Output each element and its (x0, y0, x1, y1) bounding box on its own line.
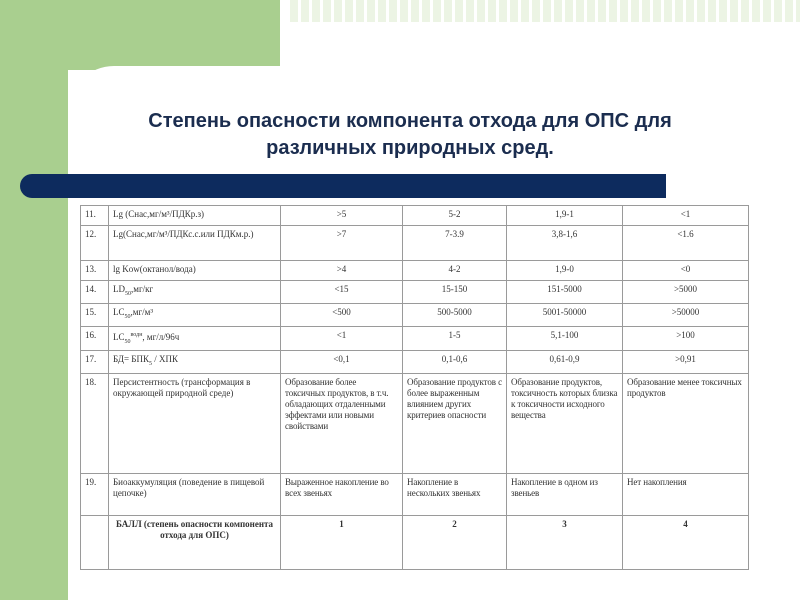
value-cell-class-4: Образование менее токсичных продуктов (623, 374, 749, 474)
row-number: 17. (81, 351, 109, 374)
table-row (81, 474, 749, 516)
parameter-unit: ,мг/м³ (130, 306, 154, 317)
value-cell-class-1: >7 (281, 226, 403, 261)
parameter-text: LC (113, 331, 125, 342)
value-cell-class-1: >4 (281, 261, 403, 281)
row-number: 15. (81, 303, 109, 326)
background-green-left (0, 0, 68, 600)
table-row (81, 261, 749, 281)
row-number: 14. (81, 281, 109, 304)
value-cell-class-3: Накопление в одном из звеньев (507, 474, 623, 516)
value-cell-class-2: 1-5 (403, 326, 507, 351)
table-row (81, 206, 749, 226)
parameter-superscript: водн (130, 331, 143, 338)
value-cell-class-1: <15 (281, 281, 403, 304)
row-number: 19. (81, 474, 109, 516)
value-cell-class-1: <0,1 (281, 351, 403, 374)
value-cell-class-3: 3,8-1,6 (507, 226, 623, 261)
parameter-unit: / ХПК (151, 354, 178, 365)
value-cell-class-4: >100 (623, 326, 749, 351)
parameter-text: LC (113, 306, 125, 317)
table-row (81, 351, 749, 374)
hazard-criteria-table (80, 205, 749, 570)
value-cell-class-3: 1,9-0 (507, 261, 623, 281)
score-value-2: 2 (403, 516, 507, 570)
row-number: 16. (81, 326, 109, 351)
value-cell-class-2: 500-5000 (403, 303, 507, 326)
value-cell-class-4: >5000 (623, 281, 749, 304)
value-cell-class-2: Накопление в нескольких звеньях (403, 474, 507, 516)
parameter-cell: Персистентность (трансформация в окружающей природной среде) (109, 374, 281, 474)
value-cell-class-2: 15-150 (403, 281, 507, 304)
parameter-cell (109, 303, 281, 326)
table-row (81, 303, 749, 326)
value-cell-class-1: Образование более токсичных продуктов, в т.ч. обладающих отдаленными эффектами или новыми свойствами (281, 374, 403, 474)
value-cell-class-3: 5,1-100 (507, 326, 623, 351)
value-cell-class-4: Нет накопления (623, 474, 749, 516)
value-cell-class-3: 1,9-1 (507, 206, 623, 226)
parameter-subscript: 50 (124, 338, 131, 345)
value-cell-class-2: 0,1-0,6 (403, 351, 507, 374)
value-cell-class-1: <1 (281, 326, 403, 351)
table-row (81, 326, 749, 351)
value-cell-class-1: Выраженное накопление во всех звеньях (281, 474, 403, 516)
value-cell-class-4: >50000 (623, 303, 749, 326)
score-row-number (81, 516, 109, 570)
score-value-3: 3 (507, 516, 623, 570)
parameter-cell: Lg (Снас,мг/м³/ПДКр.з) (109, 206, 281, 226)
parameter-text: LD (113, 284, 125, 294)
table-row (81, 226, 749, 261)
table-row (81, 374, 749, 474)
value-cell-class-3: 5001-50000 (507, 303, 623, 326)
score-value-1: 1 (281, 516, 403, 570)
parameter-subscript: 5 (148, 361, 152, 368)
title-divider-bar (20, 174, 666, 198)
value-cell-class-2: 7-3.9 (403, 226, 507, 261)
value-cell-class-1: <500 (281, 303, 403, 326)
slide-title: Степень опасности компонента отхода для ОПС для различных природных сред. (148, 110, 672, 159)
value-cell-class-2: 5-2 (403, 206, 507, 226)
parameter-subscript: 50 (124, 313, 131, 320)
score-row (81, 516, 749, 570)
value-cell-class-1: >5 (281, 206, 403, 226)
row-number: 13. (81, 261, 109, 281)
parameter-cell (109, 326, 281, 351)
row-number: 12. (81, 226, 109, 261)
parameter-cell: lg Kow(октанол/вода) (109, 261, 281, 281)
score-label: БАЛЛ (степень опасности компонента отхода для ОПС) (109, 516, 281, 570)
value-cell-class-2: 4-2 (403, 261, 507, 281)
parameter-unit: ,мг/кг (131, 284, 154, 294)
value-cell-class-3: Образование продуктов, токсичность которых близка к токсичности исходного вещества (507, 374, 623, 474)
background-pattern (290, 0, 800, 22)
parameter-cell: Lg(Снас,мг/м³/ПДКс.с.или ПДКм.р.) (109, 226, 281, 261)
parameter-subscript: 50 (125, 290, 131, 297)
parameter-cell: Биоаккумуляция (поведение в пищевой цепочке) (109, 474, 281, 516)
parameter-unit: , мг/л/96ч (142, 331, 180, 342)
row-number: 11. (81, 206, 109, 226)
parameter-text: БД= БПК (113, 354, 149, 365)
parameter-cell (109, 281, 281, 304)
value-cell-class-3: 0,61-0,9 (507, 351, 623, 374)
row-number: 18. (81, 374, 109, 474)
value-cell-class-3: 151-5000 (507, 281, 623, 304)
value-cell-class-4: <0 (623, 261, 749, 281)
value-cell-class-4: <1 (623, 206, 749, 226)
value-cell-class-4: >0,91 (623, 351, 749, 374)
score-value-4: 4 (623, 516, 749, 570)
value-cell-class-4: <1.6 (623, 226, 749, 261)
parameter-cell (109, 351, 281, 374)
value-cell-class-2: Образование продуктов с более выраженным влиянием других критериев опасности (403, 374, 507, 474)
table-row (81, 281, 749, 304)
